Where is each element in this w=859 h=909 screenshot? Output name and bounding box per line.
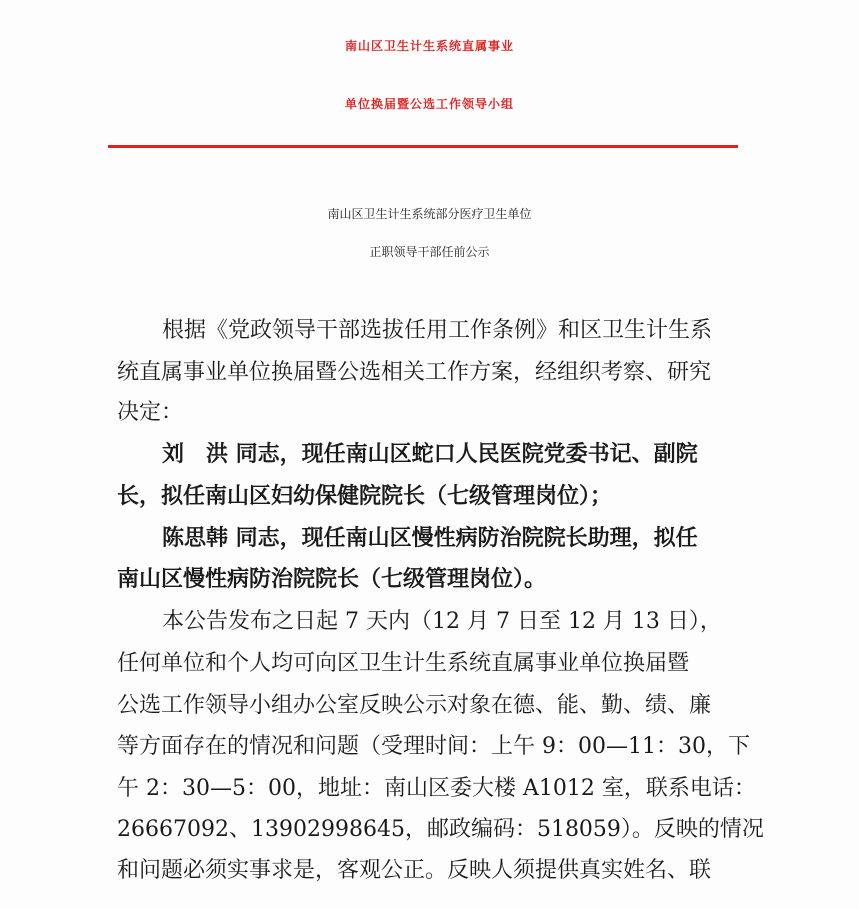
- red-header-rule: [108, 145, 738, 148]
- body-line: 根据《党政领导干部选拔任用工作条例》和区卫生计生系: [162, 318, 713, 343]
- appointment-line: 长，拟任南山区妇幼保健院院长（七级管理岗位）；: [117, 484, 613, 509]
- body-line: 等方面存在的情况和问题（受理时间：上午 9：00—11：30，下: [117, 734, 750, 759]
- issuer-header-line-1: 南山区卫生计生系统直属事业: [344, 39, 514, 53]
- body-line: 本公告发布之日起 7 天内（12 月 7 日至 12 月 13 日），: [162, 609, 722, 634]
- appointment-line: 刘 洪 同志，现任南山区蛇口人民医院党委书记、副院: [162, 442, 698, 467]
- body-line: 和问题必须实事求是，客观公正。反映人须提供真实姓名、联: [117, 858, 712, 883]
- body-line: 午 2：30—5：00，地址：南山区委大楼 A1012 室，联系电话：: [117, 776, 756, 801]
- document-title-line-1: 南山区卫生计生系统部分医疗卫生单位: [327, 207, 532, 221]
- document-title-line-2: 正职领导干部任前公示: [369, 245, 490, 259]
- body-line: 统直属事业单位换届暨公选相关工作方案，经组织考察、研究: [117, 360, 712, 385]
- body-line: 公选工作领导小组办公室反映公示对象在德、能、勤、绩、廉: [117, 693, 712, 718]
- issuer-header-line-2: 单位换届暨公选工作领导小组: [344, 97, 514, 111]
- body-line: 任何单位和个人均可向区卫生计生系统直属事业单位换届暨: [117, 651, 690, 676]
- appointment-line: 南山区慢性病防治院院长（七级管理岗位）。: [117, 567, 547, 592]
- body-line: 决定：: [117, 400, 184, 425]
- body-line: 26667092、13902998645，邮政编码：518059）。反映的情况: [117, 817, 764, 842]
- appointment-line: 陈思韩 同志，现任南山区慢性病防治院院长助理，拟任: [162, 526, 698, 551]
